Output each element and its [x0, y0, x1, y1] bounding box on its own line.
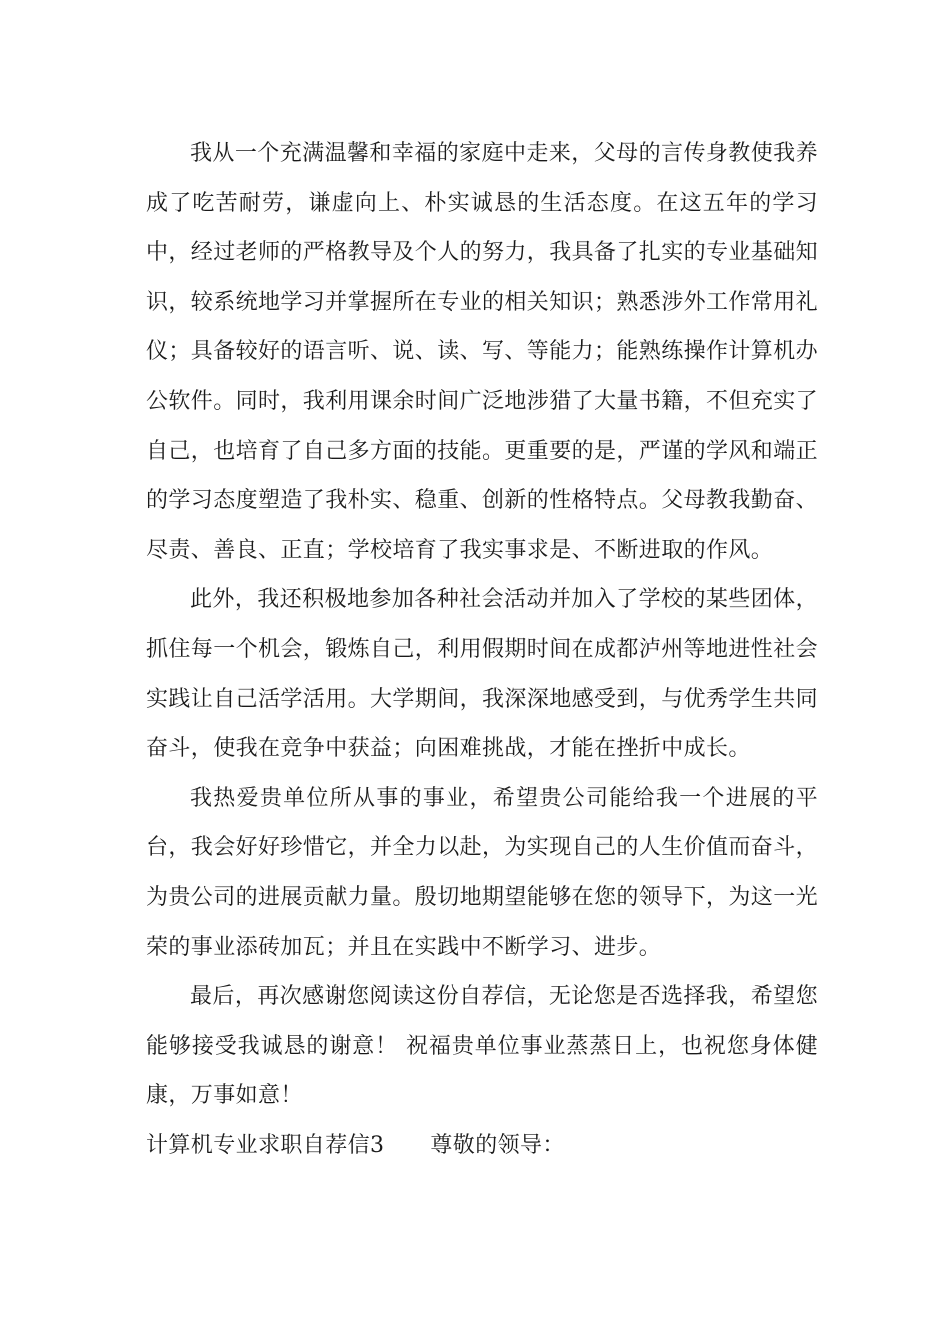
next-letter-heading — [146, 1121, 818, 1171]
paragraph-closing-thanks: 最后，再次感谢您阅读这份自荐信，无论您是否选择我，希望您能够接受我诚恳的谢意！ 祝福贵单位事业蒸蒸日上，也祝您身体健康，万事如意！ — [146, 984, 818, 1109]
document-body — [146, 129, 818, 1170]
paragraph-social-activities: 此外，我还积极地参加各种社会活动并加入了学校的某些团体，抓住每一个机会，锻炼自己，利用假期时间在成都泸州等地进性社会实践让自己活学活用。大学期间，我深深地感受到，与优秀学生共同奋斗，使我在竞争中获益；向困难挑战，才能在挫折中成长。 — [146, 587, 819, 762]
paragraph-family-background: 我从一个充满温馨和幸福的家庭中走来，父母的言传身教使我养成了吃苦耐劳，谦虚向上、朴实诚恳的生活态度。在这五年的学习中，经过老师的严格教导及个人的努力，我具备了扎实的专业基础知识，较系统地学习并掌握所在专业的相关知识；熟悉涉外工作常用礼仪；具备较好的语言听、说、读、写、等能力；能熟练操作计算机办公软件。同时，我利用课余时间广泛地涉猎了大量书籍，不但充实了自己，也培育了自己多方面的技能。更重要的是，严谨的学风和端正的学习态度塑造了我朴实、稳重、创新的性格特点。父母教我勤奋、尽责、善良、正直；学校培育了我实事求是、不断进取的作风。 — [146, 141, 819, 563]
next-letter-title: 计算机专业求职自荐信3 — [146, 1132, 385, 1158]
paragraph-career-aspiration: 我热爱贵单位所从事的事业，希望贵公司能给我一个进展的平台，我会好好珍惜它，并全力以赴，为实现自己的人生价值而奋斗，为贵公司的进展贡献力量。殷切地期望能够在您的领导下，为这一光荣的事业添砖加瓦；并且在实践中不断学习、进步。 — [146, 785, 819, 960]
next-letter-greeting: 尊敬的领导： — [430, 1132, 565, 1158]
